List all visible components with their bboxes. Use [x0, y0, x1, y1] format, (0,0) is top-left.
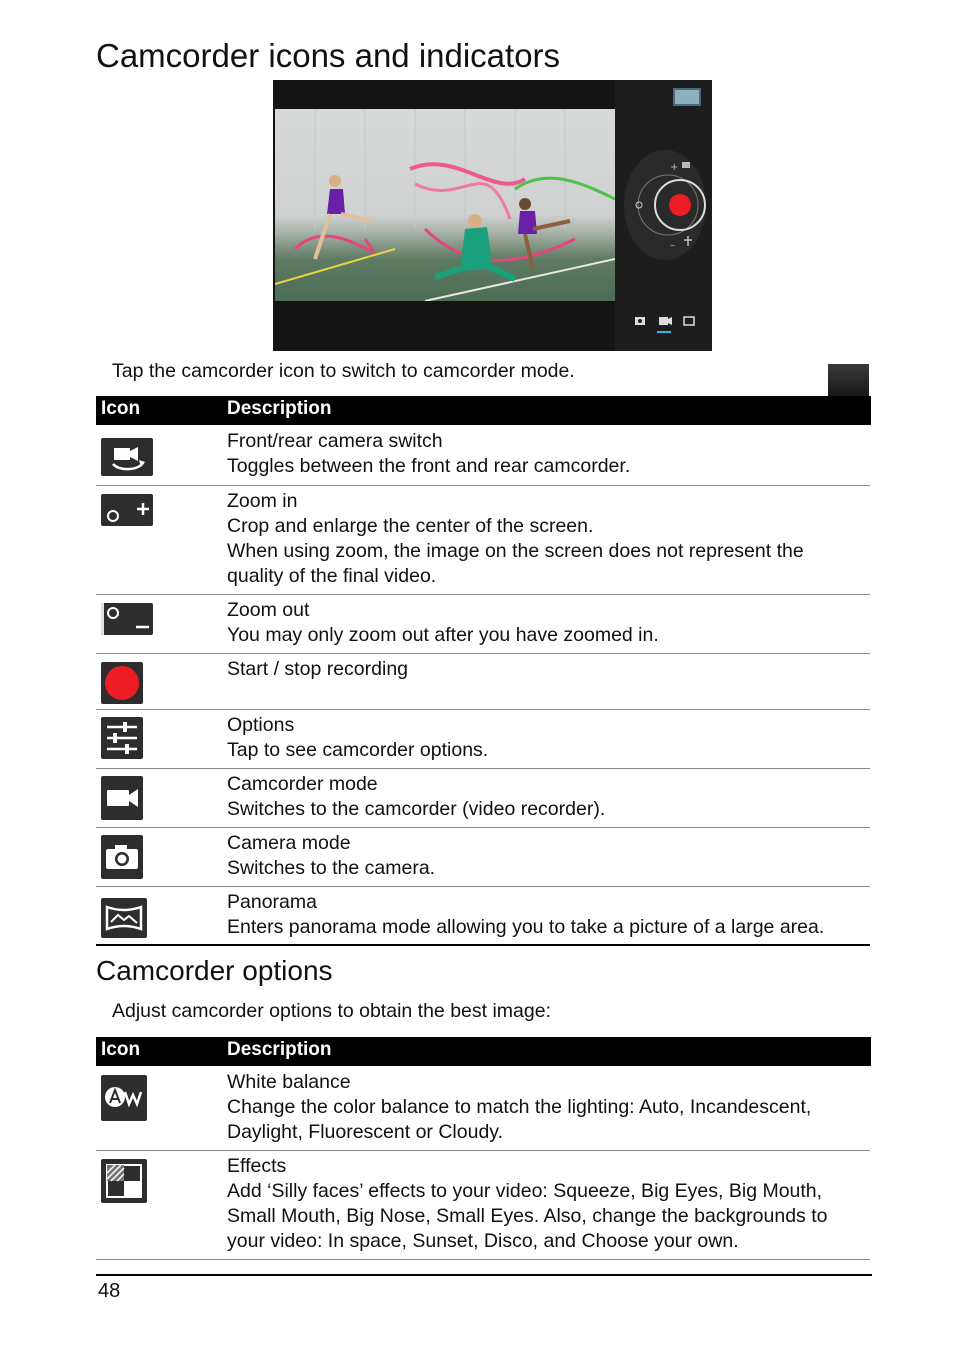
table-row [96, 486, 870, 595]
row-title: Camcorder mode [227, 773, 378, 795]
dial-controls [624, 150, 708, 265]
table-row [96, 426, 870, 486]
row-description: Toggles between the front and rear camcorder. [227, 455, 631, 477]
row-title: White balance [227, 1071, 351, 1093]
table-row [96, 1067, 870, 1151]
page-number: 48 [98, 1280, 121, 1302]
table-row [96, 1151, 870, 1260]
table2-col-icon: Icon [101, 1039, 141, 1060]
decorative-tab [828, 364, 869, 398]
svg-text:+: + [670, 162, 679, 173]
row-title: Start / stop recording [227, 658, 409, 680]
table1-col-icon: Icon [101, 398, 141, 419]
panorama-icon [101, 898, 147, 938]
row-description: You may only zoom out after you have zoomed in. [227, 624, 659, 646]
table2-header [96, 1037, 871, 1066]
row-title: Zoom in [227, 490, 298, 512]
table2-col-description: Description [227, 1039, 332, 1060]
intro-text: Tap the camcorder icon to switch to camcorder mode. [112, 360, 575, 382]
row-description: Switches to the camcorder (video recorder). [227, 798, 606, 820]
row-description: Enters panorama mode allowing you to take a picture of a large area. [227, 916, 825, 938]
row-description: your video: In space, Sunset, Disco, and Choose your own. [227, 1230, 739, 1252]
row-description: When using zoom, the image on the screen does not represent the [227, 540, 804, 562]
row-title: Options [227, 714, 295, 736]
zoom-in-icon [101, 494, 153, 526]
thumbnail-preview-icon[interactable] [673, 88, 701, 106]
svg-text:–: – [670, 240, 675, 251]
mode-switcher[interactable] [633, 312, 703, 334]
row-description: Change the color balance to match the lighting: Auto, Incandescent, [227, 1096, 812, 1118]
row-description: Small Mouth, Big Nose, Small Eyes. Also, change the backgrounds to [227, 1205, 828, 1227]
record-icon [101, 662, 143, 704]
row-description: Daylight, Fluorescent or Cloudy. [227, 1121, 504, 1143]
row-description: Add ‘Silly faces’ effects to your video: Squeeze, Big Eyes, Big Mouth, [227, 1180, 823, 1202]
camcorder-screenshot [273, 80, 712, 351]
table1-header [96, 396, 871, 425]
camcorder-icon [101, 776, 143, 820]
options-sliders-icon [101, 717, 143, 759]
page-title: Camcorder icons and indicators [96, 37, 561, 74]
row-title: Panorama [227, 891, 317, 913]
row-description: Tap to see camcorder options. [227, 739, 489, 761]
row-title: Effects [227, 1155, 287, 1177]
table1-col-description: Description [227, 398, 332, 419]
camera-switch-icon [101, 438, 153, 476]
table-row [96, 710, 870, 769]
row-description: Switches to the camera. [227, 857, 436, 879]
preview-photo [275, 109, 615, 301]
table-row [96, 887, 870, 946]
section-intro: Adjust camcorder options to obtain the best image: [112, 1000, 551, 1022]
zoom-out-icon [101, 603, 153, 635]
section-title-camcorder-options: Camcorder options [96, 955, 333, 986]
row-description: Crop and enlarge the center of the screen. [227, 515, 594, 537]
table-row [96, 828, 870, 887]
effects-icon [101, 1159, 147, 1203]
row-title: Camera mode [227, 832, 351, 854]
footer-rule [96, 1274, 872, 1276]
camera-icon [101, 835, 143, 879]
row-title: Front/rear camera switch [227, 430, 443, 452]
table-row [96, 595, 870, 654]
row-description: quality of the final video. [227, 565, 437, 587]
row-title: Zoom out [227, 599, 310, 621]
table-row [96, 654, 870, 710]
white-balance-icon [101, 1075, 147, 1121]
table-row [96, 769, 870, 828]
